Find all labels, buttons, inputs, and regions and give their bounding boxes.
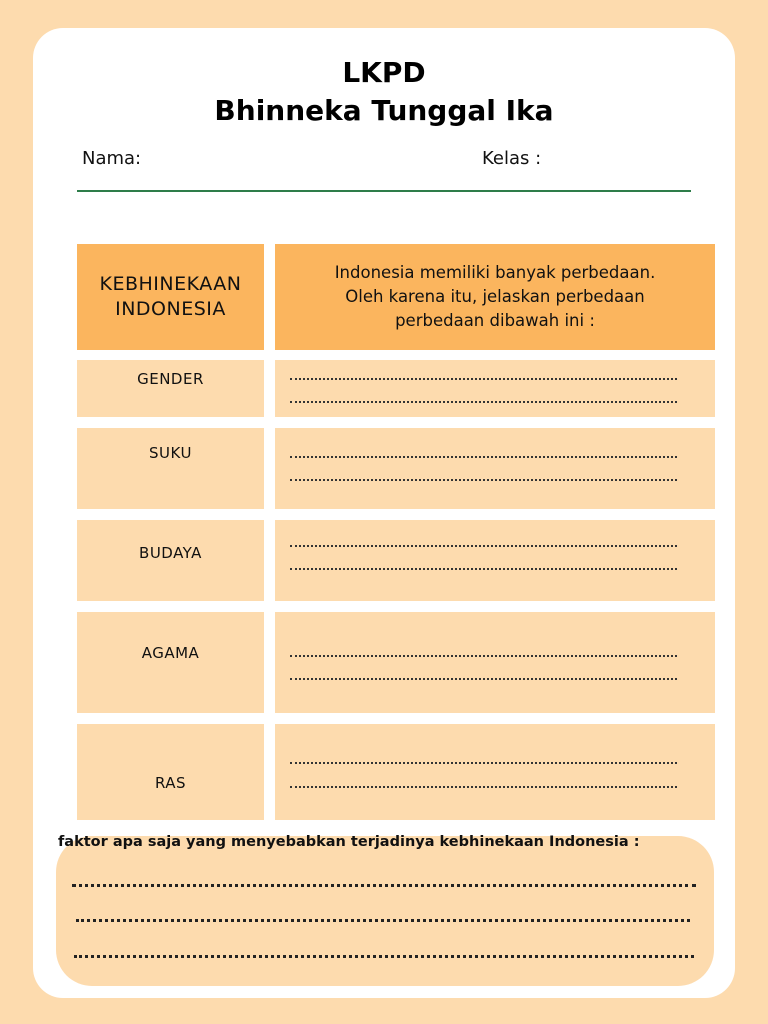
answer-line[interactable] <box>290 456 677 458</box>
answer-line[interactable] <box>290 479 677 481</box>
table-header-right <box>275 244 715 350</box>
nama-label: Nama: <box>82 148 142 169</box>
row-label-budaya: BUDAYA <box>77 520 264 601</box>
answer-line[interactable] <box>290 378 677 380</box>
header-right-line2: Oleh karena itu, jelaskan perbedaan <box>345 287 645 306</box>
row-label-agama: AGAMA <box>77 612 264 713</box>
row-label-ras: RAS <box>77 724 264 820</box>
row-answer-gender[interactable] <box>275 360 715 417</box>
factor-question: faktor apa saja yang menyebabkan terjadinya kebhinekaan Indonesia : <box>58 834 640 850</box>
header-right-line3: perbedaan dibawah ini : <box>395 311 595 330</box>
header-right-line1: Indonesia memiliki banyak perbedaan. <box>334 263 656 282</box>
answer-line[interactable] <box>290 762 677 764</box>
answer-line[interactable] <box>290 545 677 547</box>
worksheet-title: LKPD <box>342 56 426 89</box>
answer-line[interactable] <box>290 655 677 657</box>
factor-answer-line[interactable] <box>72 884 696 887</box>
answer-line[interactable] <box>290 568 677 570</box>
header-left-line2: INDONESIA <box>115 298 226 320</box>
row-label-suku: SUKU <box>77 428 264 509</box>
row-answer-budaya[interactable] <box>275 520 715 601</box>
factor-answer-line[interactable] <box>76 919 690 922</box>
answer-line[interactable] <box>290 786 677 788</box>
row-answer-suku[interactable] <box>275 428 715 509</box>
factor-answer-box[interactable] <box>56 836 714 986</box>
row-answer-ras[interactable] <box>275 724 715 820</box>
answer-line[interactable] <box>290 678 677 680</box>
worksheet-subtitle: Bhinneka Tunggal Ika <box>214 94 554 127</box>
header-left-line1: KEBHINEKAAN <box>99 273 242 295</box>
factor-answer-line[interactable] <box>74 955 694 958</box>
row-answer-agama[interactable] <box>275 612 715 713</box>
name-line[interactable] <box>77 190 691 192</box>
kelas-label: Kelas : <box>482 148 542 169</box>
answer-line[interactable] <box>290 401 677 403</box>
table-header-left <box>77 244 264 350</box>
row-label-gender: GENDER <box>77 360 264 417</box>
